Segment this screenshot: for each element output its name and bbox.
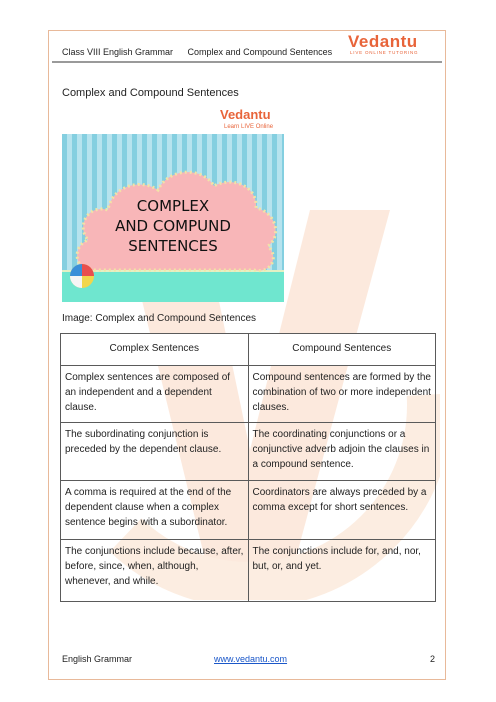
header-text [62, 47, 344, 57]
footer-subject: English Grammar [62, 654, 133, 664]
beach-ball-icon [68, 262, 96, 290]
table-header-row [61, 334, 436, 366]
table-cell: The conjunctions include for, and, nor, but, or, and yet. [248, 540, 436, 602]
table-cell: The subordinating conjunction is preceded by the dependent clause. [61, 423, 249, 481]
table-cell: Compound sentences are formed by the combination of two or more independent clauses. [248, 366, 436, 423]
illustration [62, 134, 284, 302]
heading-line-1: COMPLEX [136, 197, 210, 215]
table-row [61, 366, 436, 423]
brand-name: Vedantu [348, 32, 418, 51]
document-title: Complex and Compound Sentences [62, 87, 239, 99]
illustration-heading [62, 196, 284, 256]
header-subject: Class VIII English Grammar [62, 47, 174, 57]
brand-logo [348, 34, 432, 56]
column-header-compound: Compound Sentences [248, 334, 436, 366]
table-cell: The conjunctions include because, after, before, since, when, although, whenever, and while. [61, 540, 249, 602]
figure-logo-tagline: Learn LIVE Online [224, 124, 274, 130]
page-number: 2 [430, 654, 436, 664]
table-cell: Coordinators are always preceded by a comma except for short sentences. [248, 481, 436, 540]
column-header-complex: Complex Sentences [61, 334, 249, 366]
header-chapter: Complex and Compound Sentences [187, 47, 333, 57]
footer-website-link[interactable]: www.vedantu.com [214, 654, 288, 664]
header-divider [52, 61, 442, 63]
table-cell: The coordinating conjunctions or a conjunctive adverb adjoin the clauses in a compound sentence. [248, 423, 436, 481]
comparison-table [60, 333, 436, 602]
brand-tagline: LIVE ONLINE TUTORING [350, 50, 419, 55]
figure-logo [214, 107, 284, 135]
table-row [61, 423, 436, 481]
figure-logo-name: Vedantu [220, 107, 271, 122]
table-cell: A comma is required at the end of the dependent clause when a complex sentence begins with a subordinator. [61, 481, 249, 540]
table-row [61, 481, 436, 540]
table-cell: Complex sentences are composed of an independent and a dependent clause. [61, 366, 249, 423]
table-row [61, 540, 436, 602]
heading-line-2: AND COMPUND [115, 217, 231, 235]
figure-caption: Image: Complex and Compound Sentences [62, 313, 257, 324]
heading-line-3: SENTENCES [128, 237, 218, 255]
